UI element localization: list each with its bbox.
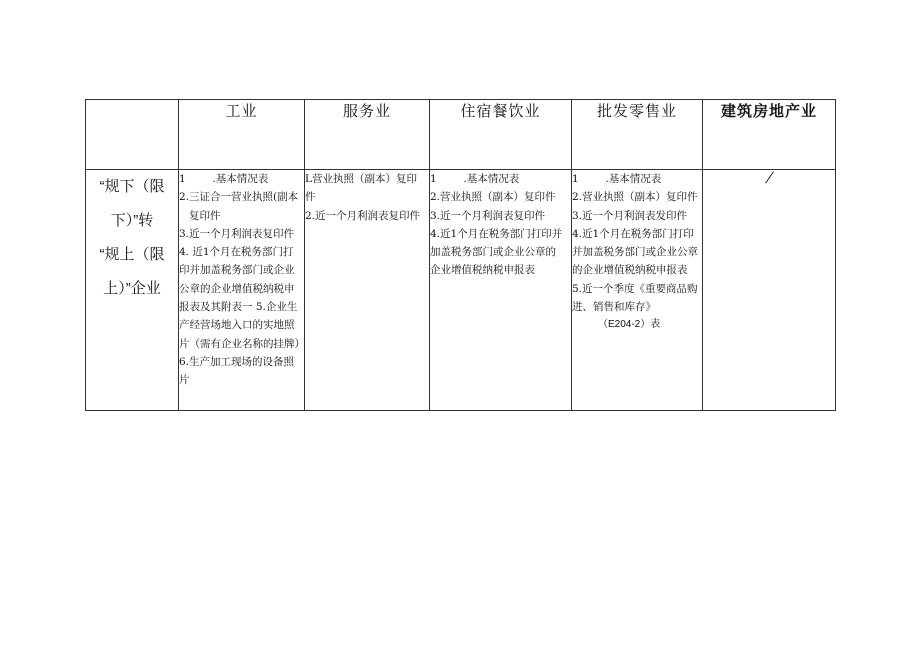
construction-cell xyxy=(703,170,836,411)
hospitality-item: 2.营业执照（副本）复印件 xyxy=(430,191,556,204)
header-row xyxy=(86,100,836,170)
wholesale-item: 并加盖税务部门或企业公章 xyxy=(572,246,698,259)
hospitality-item: 3.近一个月利润表复印件 xyxy=(430,209,546,222)
header-blank-cell xyxy=(86,100,179,170)
hospitality-cell xyxy=(430,170,572,411)
industry-item: 复印件 xyxy=(189,209,221,222)
service-cell xyxy=(305,170,430,411)
wholesale-item: 3.近一个月利润表发印件 xyxy=(572,209,688,222)
row-label-line: “规下（限 xyxy=(99,178,165,195)
industry-item: 报表及其附表一 5.企业生 xyxy=(179,301,298,314)
wholesale-item: 5.近一个季度《重要商品购 xyxy=(572,282,698,295)
industry-item: 片（需有企业名称的挂牌） xyxy=(179,337,305,350)
industry-cell xyxy=(179,170,305,411)
wholesale-note: （E204-2）表 xyxy=(598,319,661,331)
header-service: 服务业 xyxy=(305,100,430,170)
industry-item: 2.三证合一营业执照(副本 xyxy=(179,191,299,204)
not-applicable-mark: / xyxy=(763,170,775,186)
industry-item: 片 xyxy=(179,374,190,387)
hospitality-item: 4.近1个月在税务部门打印并 xyxy=(430,227,563,240)
industry-item: 4. 近1个月在税务部门打 xyxy=(179,246,294,259)
wholesale-item: 4.近1个月在税务部门打印 xyxy=(572,227,694,240)
header-construction: 建筑房地产业 xyxy=(703,100,836,170)
hospitality-item: 1 .基本情况表 xyxy=(430,173,520,185)
industry-item: 6.生产加工现场的设备照 xyxy=(179,355,295,368)
data-row xyxy=(86,170,836,411)
industry-item: 公章的企业增值税纳税申 xyxy=(179,282,295,295)
hospitality-item: 企业增值税纳税申报表 xyxy=(430,264,535,277)
header-industry: 工业 xyxy=(179,100,305,170)
industry-item: 3.近一个月利润表复印件 xyxy=(179,227,295,240)
wholesale-item: 的企业增值税纳税申报表 xyxy=(572,264,688,277)
industry-item: 印并加盖税务部门或企业 xyxy=(179,264,295,277)
industry-item: 1 .基本情况表 xyxy=(179,173,269,185)
row-label-cell xyxy=(86,170,179,411)
hospitality-item: 加盖税务部门或企业公章的 xyxy=(430,246,556,259)
requirements-table xyxy=(85,99,836,411)
header-hospitality: 住宿餐饮业 xyxy=(430,100,572,170)
row-label-line: 上）”企业 xyxy=(103,280,161,297)
row-label-line: 下）”转 xyxy=(110,212,154,229)
service-item: L营业执照（副本）复印 xyxy=(305,173,417,185)
service-item: 2.近一个月利润表复印件 xyxy=(305,209,421,222)
wholesale-item: 1 .基本情况表 xyxy=(572,173,662,185)
industry-item: 产经营场地入口的实地照 xyxy=(179,319,295,332)
wholesale-cell xyxy=(572,170,703,411)
header-wholesale: 批发零售业 xyxy=(572,100,703,170)
row-label-line: “规上（限 xyxy=(99,246,165,263)
wholesale-item: 2.营业执照（副本）复印件 xyxy=(572,191,698,204)
wholesale-item: 进、销售和库存》 xyxy=(572,301,656,314)
service-item: 件 xyxy=(305,191,316,204)
